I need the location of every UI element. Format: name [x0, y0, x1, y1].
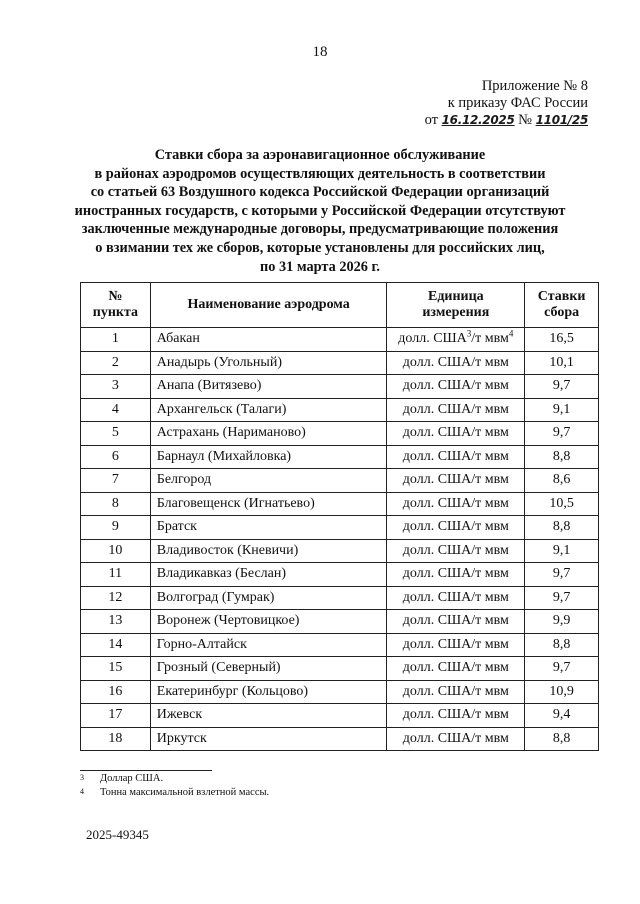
table-row: [81, 610, 599, 634]
row-number: 1: [81, 328, 151, 352]
unit-of-measure: долл. США/т мвм: [387, 657, 525, 681]
airport-name: Барнаул (Михайловка): [150, 445, 387, 469]
table-row: [81, 469, 599, 493]
airport-name: Екатеринбург (Кольцово): [150, 680, 387, 704]
appendix-header: [425, 78, 588, 129]
unit-of-measure: долл. США/т мвм: [387, 727, 525, 751]
footnote-3: [80, 773, 163, 784]
fee-rate: 9,7: [525, 586, 599, 610]
footnote-ref: 3: [466, 328, 472, 339]
airport-name: Архангельск (Талаги): [150, 398, 387, 422]
document-title: [40, 146, 600, 276]
table-row: [81, 375, 599, 399]
airport-name: Братск: [150, 516, 387, 540]
airport-name: Астрахань (Нариманово): [150, 422, 387, 446]
table-row: [81, 398, 599, 422]
row-number: 2: [81, 351, 151, 375]
table-row: [81, 492, 599, 516]
row-number: 9: [81, 516, 151, 540]
unit-of-measure: долл. США/т мвм: [387, 422, 525, 446]
footnote-mark: 4: [80, 787, 84, 796]
fee-rate: 8,8: [525, 727, 599, 751]
unit-of-measure: [387, 328, 525, 352]
unit-of-measure: долл. США/т мвм: [387, 563, 525, 587]
appendix-order-line: [425, 112, 588, 129]
airport-name: Владикавказ (Беслан): [150, 563, 387, 587]
fee-rate: 10,5: [525, 492, 599, 516]
title-line: иностранных государств, с которыми у Российской Федерации отсутствуют: [74, 202, 566, 219]
footnote-text: Тонна максимальной взлетной массы.: [100, 787, 270, 798]
unit-of-measure: долл. США/т мвм: [387, 516, 525, 540]
airport-name: Анапа (Витязево): [150, 375, 387, 399]
page-number: 18: [312, 44, 328, 60]
table-row: [81, 586, 599, 610]
row-number: 17: [81, 704, 151, 728]
row-number: 8: [81, 492, 151, 516]
row-number: 16: [81, 680, 151, 704]
unit-of-measure: долл. США/т мвм: [387, 633, 525, 657]
table-row: [81, 563, 599, 587]
title-line: о взимании тех же сборов, которые установлены для российских лиц,: [95, 239, 545, 256]
airport-name: Воронеж (Чертовицкое): [150, 610, 387, 634]
row-number: 7: [81, 469, 151, 493]
unit-of-measure: долл. США/т мвм: [387, 492, 525, 516]
title-line: со статьей 63 Воздушного кодекса Российской Федерации организаций: [90, 184, 550, 201]
table-row: [81, 422, 599, 446]
unit-text: долл. США: [398, 331, 467, 347]
title-line: в районах аэродромов осуществляющих деятельность в соответствии: [94, 165, 546, 182]
airport-name: Абакан: [150, 328, 387, 352]
table-row: [81, 328, 599, 352]
header-rate: Ставки сбора: [525, 283, 599, 328]
date-prefix: от: [424, 112, 438, 128]
fee-rate: 9,1: [525, 539, 599, 563]
number-prefix: №: [518, 112, 532, 128]
appendix-order-ref: к приказу ФАС России: [447, 95, 588, 111]
unit-of-measure: долл. США/т мвм: [387, 586, 525, 610]
title-line: Ставки сбора за аэронавигационное обслуживание: [154, 147, 486, 163]
fee-rate: 9,9: [525, 610, 599, 634]
title-line: по 31 марта 2026 г.: [260, 258, 380, 275]
fee-rate: 8,8: [525, 633, 599, 657]
fee-rate: 8,8: [525, 516, 599, 540]
table-row: [81, 633, 599, 657]
handwritten-order-number: 1101/25: [535, 113, 588, 127]
unit-of-measure: долл. США/т мвм: [387, 445, 525, 469]
footnote-divider: [80, 770, 212, 771]
airport-name: Благовещенск (Игнатьево): [150, 492, 387, 516]
row-number: 4: [81, 398, 151, 422]
unit-text: /т мвм: [471, 331, 509, 347]
fee-rate: 8,8: [525, 445, 599, 469]
unit-of-measure: долл. США/т мвм: [387, 539, 525, 563]
document-id: 2025-49345: [86, 827, 149, 842]
unit-of-measure: долл. США/т мвм: [387, 398, 525, 422]
title-line: заключенные международные договоры, предусматривающие положения: [81, 221, 559, 238]
table-row: [81, 351, 599, 375]
fee-rate: 9,7: [525, 375, 599, 399]
airport-name: Ижевск: [150, 704, 387, 728]
airport-name: Белгород: [150, 469, 387, 493]
unit-of-measure: долл. США/т мвм: [387, 610, 525, 634]
row-number: 11: [81, 563, 151, 587]
airport-name: Владивосток (Кневичи): [150, 539, 387, 563]
table-row: [81, 539, 599, 563]
table-row: [81, 727, 599, 751]
rates-table: [80, 282, 599, 751]
row-number: 10: [81, 539, 151, 563]
fee-rate: 9,4: [525, 704, 599, 728]
airport-name: Горно-Алтайск: [150, 633, 387, 657]
fee-rate: 9,7: [525, 563, 599, 587]
table-row: [81, 680, 599, 704]
airport-name: Грозный (Северный): [150, 657, 387, 681]
row-number: 18: [81, 727, 151, 751]
table-row: [81, 445, 599, 469]
table-row: [81, 516, 599, 540]
unit-of-measure: долл. США/т мвм: [387, 469, 525, 493]
footnote-mark: 3: [80, 773, 84, 782]
appendix-title: Приложение № 8: [481, 78, 588, 94]
unit-of-measure: долл. США/т мвм: [387, 351, 525, 375]
airport-name: Волгоград (Гумрак): [150, 586, 387, 610]
row-number: 12: [81, 586, 151, 610]
row-number: 3: [81, 375, 151, 399]
fee-rate: 10,9: [525, 680, 599, 704]
table-header-row: [81, 283, 599, 328]
fee-rate: 9,7: [525, 422, 599, 446]
unit-of-measure: долл. США/т мвм: [387, 704, 525, 728]
footnote-ref: 4: [508, 328, 514, 339]
header-unit: Единица измерения: [387, 283, 525, 328]
footnote-text: Доллар США.: [100, 773, 164, 784]
row-number: 5: [81, 422, 151, 446]
fee-rate: 8,6: [525, 469, 599, 493]
row-number: 13: [81, 610, 151, 634]
row-number: 14: [81, 633, 151, 657]
table-row: [81, 657, 599, 681]
row-number: 15: [81, 657, 151, 681]
fee-rate: 9,7: [525, 657, 599, 681]
airport-name: Анадырь (Угольный): [150, 351, 387, 375]
row-number: 6: [81, 445, 151, 469]
unit-of-measure: долл. США/т мвм: [387, 680, 525, 704]
handwritten-date: 16.12.2025: [441, 113, 515, 127]
table-row: [81, 704, 599, 728]
header-number: № пункта: [81, 283, 151, 328]
fee-rate: 10,1: [525, 351, 599, 375]
unit-of-measure: долл. США/т мвм: [387, 375, 525, 399]
fee-rate: 9,1: [525, 398, 599, 422]
header-airport-name: Наименование аэродрома: [150, 283, 387, 328]
footnote-4: [80, 787, 269, 798]
fee-rate: 16,5: [525, 328, 599, 352]
airport-name: Иркутск: [150, 727, 387, 751]
